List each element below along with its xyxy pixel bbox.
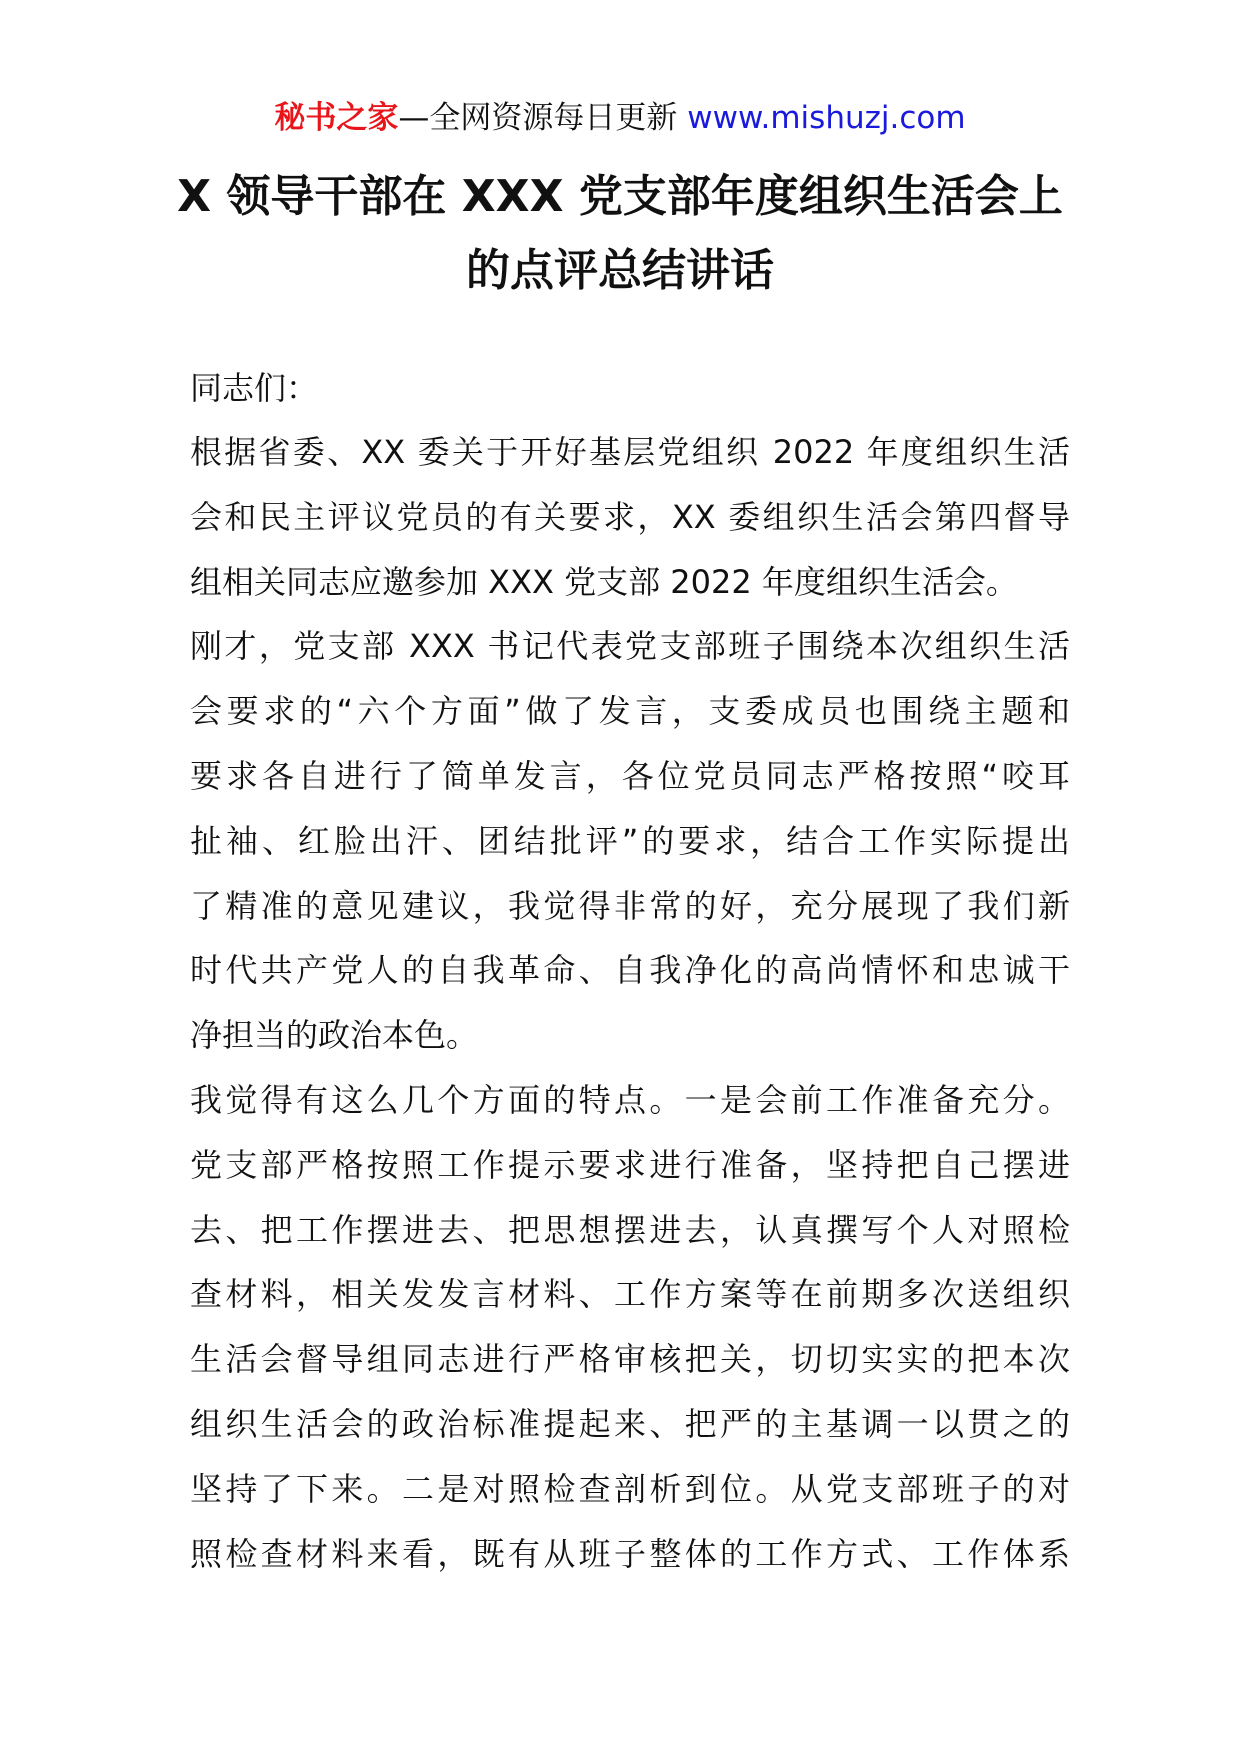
header-slogan: —全网资源每日更新: [398, 100, 678, 136]
body-line: 党支部严格按照工作提示要求进行准备，坚持把自己摆进: [190, 1145, 1070, 1184]
body-line: 组相关同志应邀参加 XXX 党支部 2022 年度组织生活会。: [190, 562, 1018, 601]
body-line: 我觉得有这么几个方面的特点。一是会前工作准备充分。: [190, 1080, 1070, 1119]
brand-name: 秘书之家: [274, 100, 399, 136]
body-line: 根据省委、XX 委关于开好基层党组织 2022 年度组织生活: [190, 433, 1070, 471]
body-line: 刚才，党支部 XXX 书记代表党支部班子围绕本次组织生活: [190, 627, 1070, 666]
body-line: 要求各自进行了简单发言，各位党员同志严格按照“咬耳: [190, 756, 1070, 795]
body-line: 会和民主评议党员的有关要求，XX 委组织生活会第四督导: [190, 497, 1070, 536]
body-line: 去、把工作摆进去、把思想摆进去，认真撰写个人对照检: [190, 1210, 1070, 1249]
body-line: 组织生活会的政治标准提起来、把严的主基调一以贯之的: [190, 1404, 1070, 1443]
body-line: 了精准的意见建议，我觉得非常的好，充分展现了我们新: [190, 886, 1070, 925]
body-line: 坚持了下来。二是对照检查剖析到位。从党支部班子的对: [190, 1469, 1070, 1508]
site-header: [0, 96, 1240, 140]
document-title: [150, 160, 1090, 308]
title-line-2: 的点评总结讲话: [466, 245, 774, 296]
salutation: 同志们：: [190, 369, 319, 407]
body-line: 扯袖、红脸出汗、团结批评”的要求，结合工作实际提出: [190, 821, 1070, 860]
body-line: 生活会督导组同志进行严格审核把关，切切实实的把本次: [190, 1340, 1070, 1379]
body-line: 照检查材料来看，既有从班子整体的工作方式、工作体系: [190, 1534, 1070, 1573]
body-text: [190, 420, 1070, 1586]
site-url-link[interactable]: www.mishuzj.com: [687, 100, 966, 136]
title-line-1: X 领导干部在 XXX 党支部年度组织生活会上: [177, 171, 1063, 222]
body-line: 净担当的政治本色。: [190, 1016, 479, 1055]
body-line: 查材料，相关发发言材料、工作方案等在前期多次送组织: [190, 1275, 1070, 1314]
body-line: 时代共产党人的自我革命、自我净化的高尚情怀和忠诚干: [190, 951, 1070, 990]
body-line: 会要求的“六个方面”做了发言，支委成员也围绕主题和: [190, 692, 1070, 731]
